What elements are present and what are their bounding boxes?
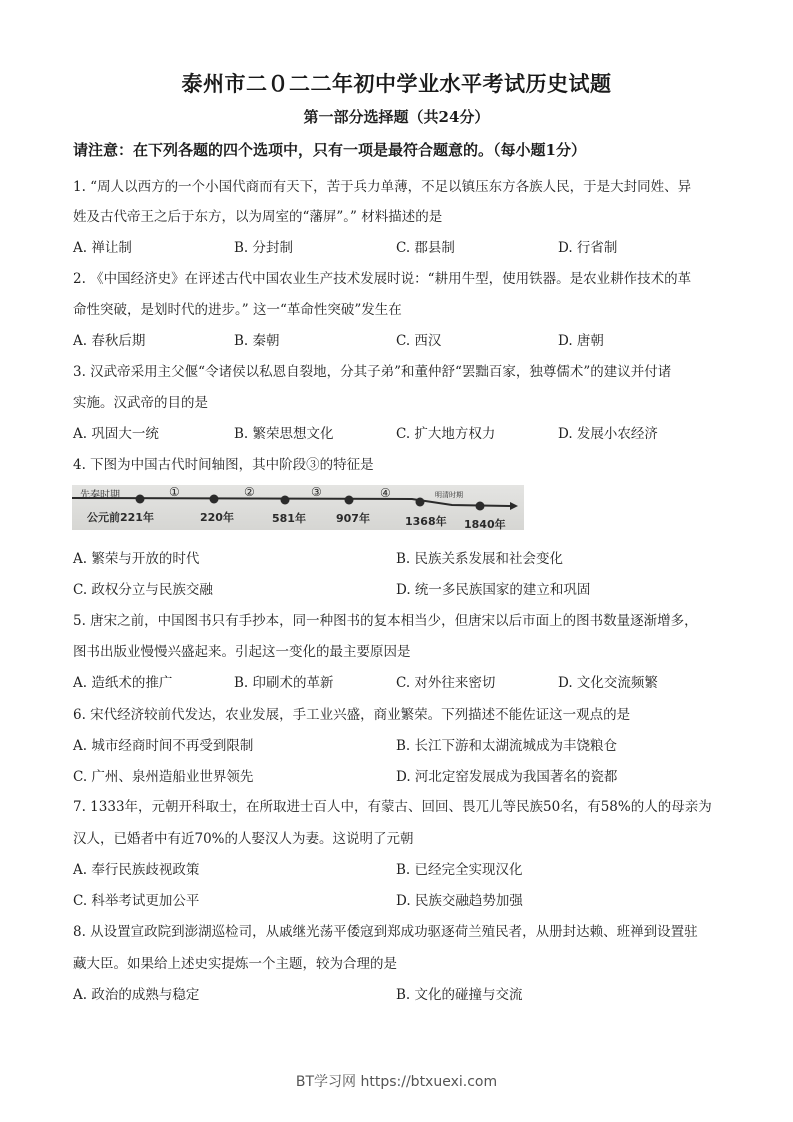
question-8-text-line-1: 8. 从设置宣政院到澎湖巡检司，从戚继光荡平倭寇到郑成功驱逐荷兰殖民者，从册封达赖、班禅到设置驻 (73, 924, 698, 940)
instructions-notice: 请注意：在下列各题的四个选项中，只有一项是最符合题意的。（每小题1分） (73, 141, 586, 159)
question-1-option-a: A. 禅让制 (73, 240, 132, 256)
question-5-option-d: D. 文化交流频繁 (558, 675, 658, 691)
timeline-year-5: 1368年 (405, 515, 447, 528)
question-6-option-a: A. 城市经商时间不再受到限制 (73, 738, 254, 754)
question-4-option-a: A. 繁荣与开放的时代 (73, 551, 200, 567)
question-7-option-a: A. 奉行民族歧视政策 (73, 862, 200, 878)
watermark-footer: BT学习网 https://btxuexi.com (295, 1074, 498, 1090)
question-4-text-line-1: 4. 下图为中国古代时间轴图，其中阶段③的特征是 (73, 457, 374, 473)
question-4-option-c: C. 政权分立与民族交融 (73, 582, 213, 598)
question-2-option-c: C. 西汉 (396, 333, 442, 349)
question-2-option-b: B. 秦朝 (234, 333, 280, 349)
question-7-option-c: C. 科举考试更加公平 (73, 893, 200, 909)
question-7-text-line-2: 汉人，已婚者中有近70%的人娶汉人为妻。这说明了元朝 (73, 831, 414, 847)
question-6-option-b: B. 长江下游和太湖流城成为丰饶粮仓 (396, 738, 618, 754)
question-5-text-line-2: 图书出版业慢慢兴盛起来。引起这一变化的最主要原因是 (73, 644, 411, 660)
question-7-option-d: D. 民族交融趋势加强 (396, 893, 523, 909)
question-5-text-line-1: 5. 唐宋之前，中国图书只有手抄本，同一种图书的复本相当少，但唐宋以后市面上的图书数量逐渐增多， (73, 613, 698, 629)
question-4-option-b: B. 民族关系发展和社会变化 (396, 551, 564, 567)
question-1-option-d: D. 行省制 (558, 240, 618, 256)
question-4-option-d: D. 统一多民族国家的建立和巩固 (396, 582, 591, 598)
question-2-option-a: A. 春秋后期 (73, 333, 146, 349)
question-7-option-b: B. 已经完全实现汉化 (396, 862, 523, 878)
timeline-stage-4: ④ (380, 486, 391, 500)
question-3-option-a: A. 巩固大一统 (73, 426, 159, 442)
timeline-stage-3: ③ (311, 485, 322, 499)
timeline-year-2: 220年 (200, 511, 234, 524)
timeline-year-4: 907年 (336, 512, 370, 525)
question-1-option-b: B. 分封制 (234, 240, 294, 256)
exam-title: 泰州市二０二二年初中学业水平考试历史试题 (181, 71, 612, 96)
question-3-option-c: C. 扩大地方权力 (396, 426, 496, 442)
question-1-text-line-1: 1. “周人以西方的一个小国代商而有天下，苦于兵力单薄，不足以镇压东方各族人民，于是大封同姓、异 (73, 179, 692, 195)
timeline-year-6: 1840年 (464, 518, 506, 530)
question-3-text-line-1: 3. 汉武帝采用主父偃“令诸侯以私恩自裂地，分其子弟”和董仲舒“罢黜百家，独尊儒术”的建议并付诸 (73, 364, 672, 380)
question-8-text-line-2: 藏大臣。如果给上述史实提炼一个主题，较为合理的是 (73, 956, 397, 972)
timeline-stage-2: ② (244, 485, 255, 499)
question-5-option-c: C. 对外往来密切 (396, 675, 496, 691)
question-3-option-b: B. 繁荣思想文化 (234, 426, 334, 442)
question-3-option-d: D. 发展小农经济 (558, 426, 658, 442)
timeline-figure (72, 485, 524, 530)
question-8-option-a: A. 政治的成熟与稳定 (73, 987, 200, 1003)
question-6-option-d: D. 河北定窑发展成为我国著名的瓷都 (396, 769, 618, 785)
question-5-option-a: A. 造纸术的推广 (73, 675, 173, 691)
question-6-option-c: C. 广州、泉州造船业世界领先 (73, 769, 254, 785)
question-7-text-line-1: 7. 1333年，元朝开科取士，在所取进士百人中，有蒙古、回回、畏兀儿等民族50名，有58%的人的母亲为 (73, 799, 712, 815)
timeline-period-start: 先秦时期 (80, 490, 120, 501)
section-heading: 第一部分选择题（共24分） (303, 108, 490, 126)
timeline-period-end: 明清时期 (435, 491, 463, 499)
question-2-text-line-1: 2. 《中国经济史》在评述古代中国农业生产技术发展时说：“耕用牛型，使用铁器。是农业耕作技术的革 (73, 271, 692, 287)
question-5-option-b: B. 印刷术的革新 (234, 675, 334, 691)
question-2-text-line-2: 命性突破，是划时代的进步。” 这一“革命性突破”发生在 (73, 302, 402, 318)
timeline-year-1: 公元前221年 (87, 511, 154, 524)
question-3-text-line-2: 实施。汉武帝的目的是 (73, 395, 208, 411)
question-8-option-b: B. 文化的碰撞与交流 (396, 987, 523, 1003)
question-6-text-line-1: 6. 宋代经济较前代发达，农业发展，手工业兴盛，商业繁荣。下列描述不能佐证这一观点的是 (73, 707, 631, 723)
question-2-option-d: D. 唐朝 (558, 333, 604, 349)
timeline-stage-1: ① (169, 485, 180, 499)
question-1-option-c: C. 郡县制 (396, 240, 455, 256)
question-1-text-line-2: 姓及古代帝王之后于东方，以为周室的“藩屏”。” 材料描述的是 (73, 209, 443, 225)
timeline-year-3: 581年 (272, 512, 306, 525)
